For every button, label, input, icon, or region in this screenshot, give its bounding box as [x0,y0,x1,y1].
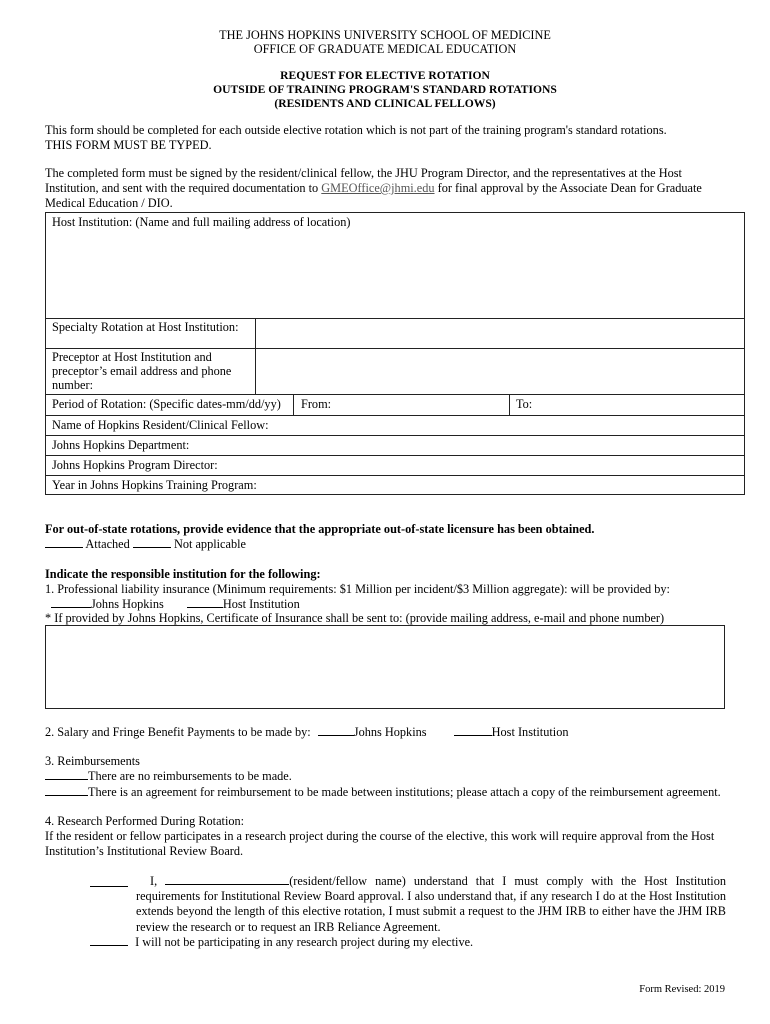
agreement-reimbursement-option [45,785,721,800]
resident-name-label: Name of Hopkins Resident/Clinical Fellow: [52,418,269,432]
host-institution-field[interactable] [46,231,744,317]
specialty-rotation-label: Specialty Rotation at Host Institution: [52,320,239,334]
resident-name-blank[interactable] [165,884,289,885]
liability-options [45,597,300,612]
host-institution-label: Host Institution: (Name and full mailing address of location) [52,215,351,229]
to-date-field[interactable] [540,395,744,414]
no-reimbursement-option [45,769,292,784]
no-research-blank[interactable] [90,945,128,946]
salary-jh-label: Johns Hopkins [353,725,427,739]
preceptor-field[interactable] [256,349,744,393]
liability-insurance-item: 1. Professional liability insurance (Minimum requirements: $1 Million per incident/$3 Million aggregate): will be provided by: [45,582,670,596]
no-reimb-blank[interactable] [45,779,88,780]
research-option-none [90,935,726,950]
training-year-label: Year in Johns Hopkins Training Program: [52,478,257,492]
attached-blank[interactable] [45,547,83,548]
liability-host-blank[interactable] [187,607,223,608]
salary-host-label: Host Institution [491,725,569,739]
intro-p2-text: The completed form must be signed by the resident/clinical fellow, the JHU Program Director, and the representatives at the Host Institution, and sent with the required documentation to [45,166,682,195]
not-applicable-label: Not applicable [173,537,246,551]
salary-label: 2. Salary and Fringe Benefit Payments to be made by: [45,725,311,739]
responsibility-heading: Indicate the responsible institution for the following: [45,567,321,581]
form-revised-note: Form Revised: 2019 [639,984,725,995]
salary-jh-blank[interactable] [318,735,354,736]
program-director-label: Johns Hopkins Program Director: [52,458,218,472]
title-line-1: REQUEST FOR ELECTIVE ROTATION [280,69,490,82]
title-line-2: OUTSIDE OF TRAINING PROGRAM'S STANDARD ROTATIONS [213,83,557,96]
reimbursements-item: 3. Reimbursements [45,754,140,768]
period-label: Period of Rotation: (Specific dates-mm/dd/yy) [52,397,281,411]
research-item: 4. Research Performed During Rotation: [45,814,245,828]
salary-host-blank[interactable] [454,735,492,736]
specialty-rotation-field[interactable] [256,319,744,347]
from-label: From: [301,397,332,411]
to-label: To: [516,397,533,411]
certificate-note: * If provided by Johns Hopkins, Certificate of Insurance shall be sent to: (provide mailing address, e-mail and phone number) [45,611,665,625]
title-line-3: (RESIDENTS AND CLINICAL FELLOWS) [274,97,496,110]
no-reimb-label: There are no reimbursements to be made. [88,769,292,783]
liability-jh-label: Johns Hopkins [91,597,164,611]
attached-label: Attached [85,537,130,551]
research-description: If the resident or fellow participates in a research project during the course of the elective, this work will require approval from the Host Institution’s Institutional Review Board. [45,829,715,858]
research-comply-text [136,874,726,935]
agreement-reimb-label: There is an agreement for reimbursement to be made between institutions; please attach a copy of the reimbursement agreement. [88,785,721,799]
licensure-options [45,537,246,552]
certificate-address-field[interactable] [45,625,725,709]
research-comply-body: (resident/fellow name) understand that I must comply with the Host Institution requirements for Institutional Review Board approval. I also understand that, if any research I do at the Host Institution extends beyond the length of this elective rotation, I must submit a request to the JHM IRB to either have the JHM IRB review the research or to request an IRB Reliance Agreement. [136,874,726,934]
header-line-1: THE JOHNS HOPKINS UNIVERSITY SCHOOL OF MEDICINE [219,28,551,42]
department-label: Johns Hopkins Department: [52,438,190,452]
intro-p2-text-2: for final approval by the Associate Dean for Graduate Medical Education / DIO. [45,181,702,210]
liability-jh-blank[interactable] [51,607,91,608]
gme-email-link[interactable]: GMEOffice@jhmi.edu [321,181,435,195]
research-comply-blank[interactable] [90,886,128,887]
from-date-field[interactable] [340,395,508,414]
licensure-heading: For out-of-state rotations, provide evidence that the appropriate out-of-state licensure has been obtained. [45,522,595,536]
not-applicable-blank[interactable] [133,547,171,548]
intro-paragraph-2 [45,166,735,211]
intro-line-2: THIS FORM MUST BE TYPED. [45,138,212,152]
institution-header [0,28,770,56]
agreement-reimb-blank[interactable] [45,795,88,796]
intro-paragraph-1 [45,123,735,153]
form-title [0,69,770,111]
intro-line-1: This form should be completed for each outside elective rotation which is not part of the training program's standard rotations. [45,123,667,137]
preceptor-label: Preceptor at Host Institution and preceptor’s email address and phone number: [52,350,232,392]
no-research-label: I will not be participating in any research project during my elective. [135,935,474,949]
header-line-2: OFFICE OF GRADUATE MEDICAL EDUCATION [253,42,517,56]
salary-item [45,725,569,740]
research-i-label: I, [150,874,158,888]
liability-host-label: Host Institution [222,597,300,611]
